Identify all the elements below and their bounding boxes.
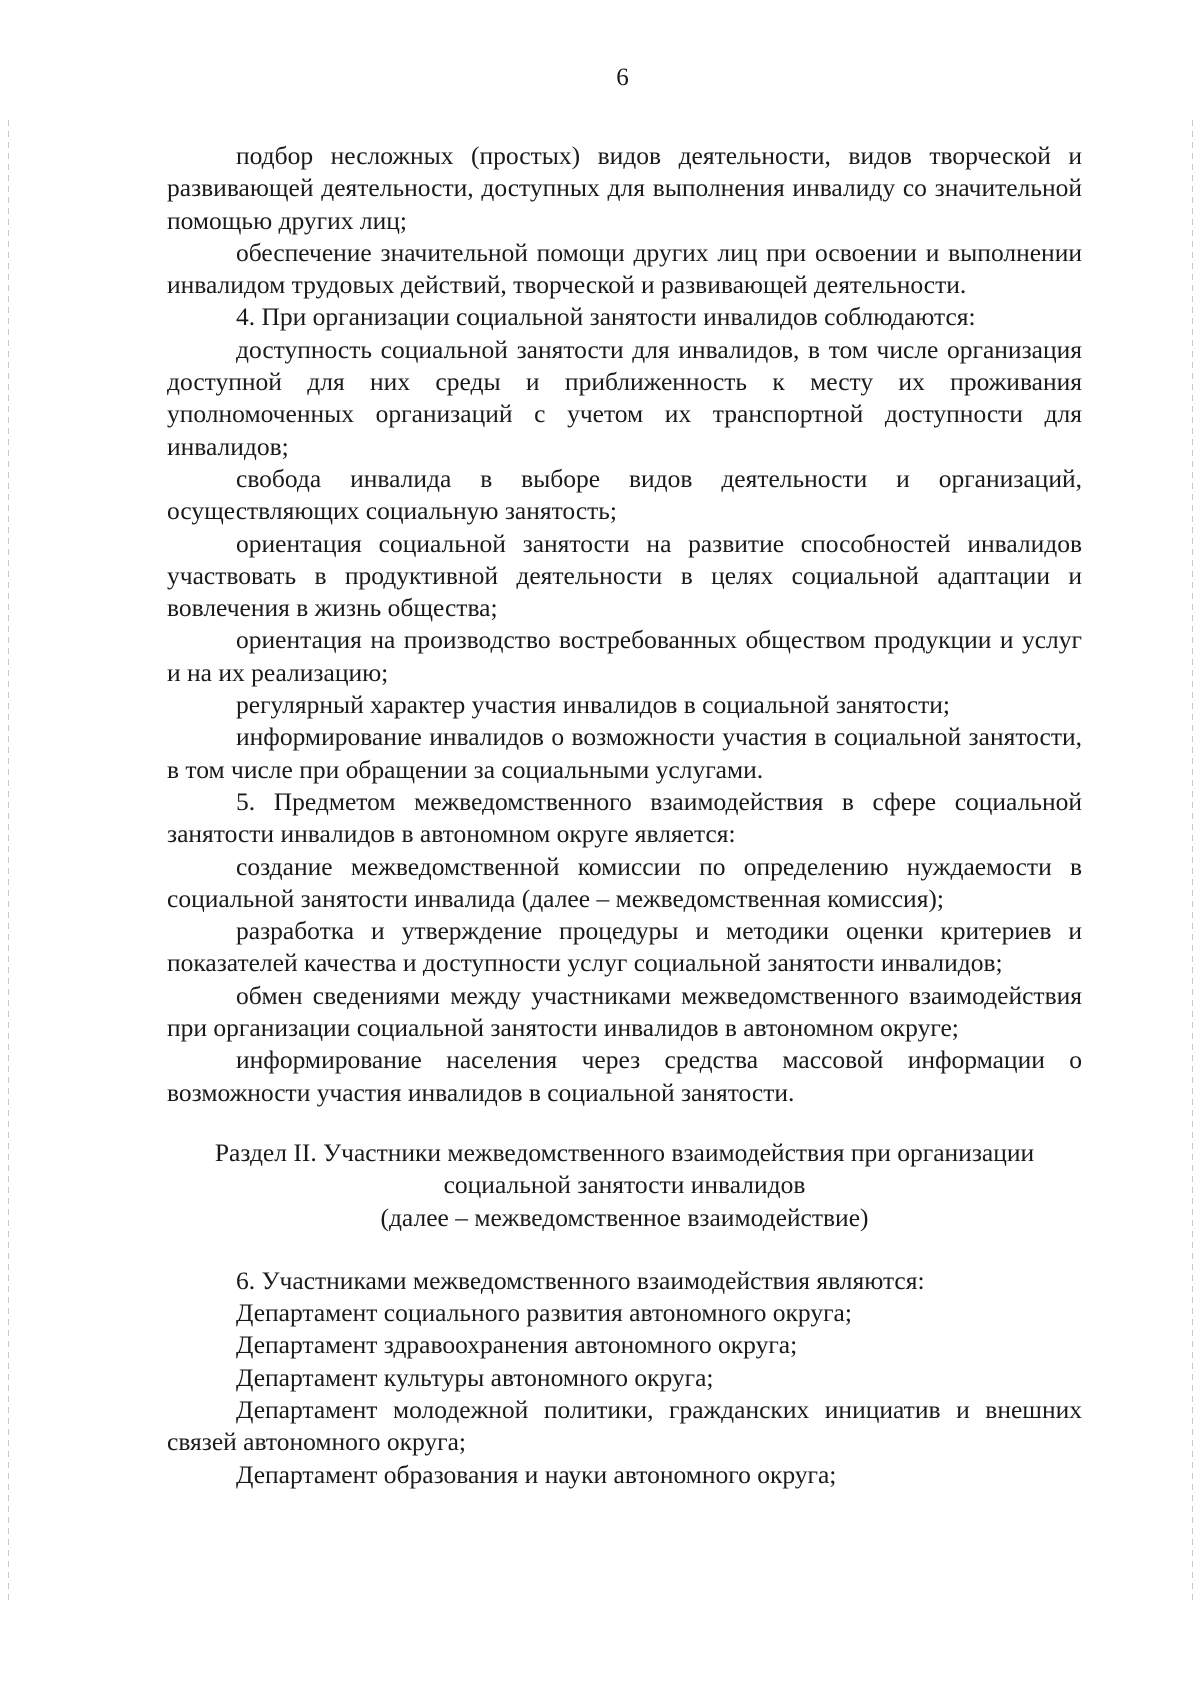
list-item: Департамент культуры автономного округа; (236, 1362, 714, 1392)
document-body (167, 140, 1082, 1491)
scan-edge-right (1192, 120, 1193, 1600)
section-heading-line: социальной занятости инвалидов (443, 1170, 806, 1200)
paragraph: ориентация социальной занятости на развитие способностей инвалидов участвовать в продуктивной деятельности в целях социальной адаптации и вовлечения в жизнь общества; (167, 528, 1082, 623)
paragraph: ориентация на производство востребованных обществом продукции и услуг и на их реализацию; (167, 625, 1082, 687)
list-item: Департамент здравоохранения автономного округа; (236, 1330, 798, 1360)
paragraph: регулярный характер участия инвалидов в социальной занятости; (236, 690, 950, 720)
paragraph: 6. Участниками межведомственного взаимодействия являются: (236, 1265, 925, 1295)
scan-edge-left (8, 120, 9, 1600)
paragraph: обмен сведениями между участниками межведомственного взаимодействия при организации социальной занятости инвалидов в автономном округе; (167, 980, 1082, 1043)
section-heading-subtitle: (далее – межведомственное взаимодействие) (380, 1202, 869, 1232)
paragraph: доступность социальной занятости для инвалидов, в том числе организация доступной для них среды и приближенность к месту их проживания уполномоченных организаций с учетом их транспортной доступности для инвалидов; (167, 334, 1082, 461)
list-item: Департамент социального развития автономного округа; (236, 1298, 852, 1328)
page-number: 6 (616, 64, 629, 91)
paragraph: создание межведомственной комиссии по определению нуждаемости в социальной занятости инвалида (далее – межведомственная комиссия); (167, 851, 1082, 913)
list-item: Департамент образования и науки автономного округа; (236, 1459, 837, 1489)
paragraph: разработка и утверждение процедуры и методики оценки критериев и показателей качества и доступности услуг социальной занятости инвалидов; (167, 916, 1082, 978)
paragraph: свобода инвалида в выборе видов деятельности и организаций, осуществляющих социальную занятость; (167, 463, 1082, 526)
section-heading-line: Раздел II. Участники межведомственного взаимодействия при организации (214, 1137, 1035, 1167)
paragraph: 5. Предметом межведомственного взаимодействия в сфере социальной занятости инвалидов в автономном округе является: (167, 786, 1082, 849)
paragraph: обеспечение значительной помощи других лиц при освоении и выполнении инвалидом трудовых действий, творческой и развивающей деятельности. (167, 237, 1082, 300)
section-heading (167, 1137, 1082, 1234)
paragraph: подбор несложных (простых) видов деятельности, видов творческой и развивающей деятельности, доступных для выполнения инвалиду со значительной помощью других лиц; (167, 141, 1082, 235)
paragraph: информирование населения через средства массовой информации о возможности участия инвалидов в социальной занятости. (167, 1045, 1082, 1107)
list-item: Департамент молодежной политики, гражданских инициатив и внешних связей автономного округа; (167, 1394, 1082, 1457)
paragraph: информирование инвалидов о возможности участия в социальной занятости, в том числе при обращении за социальными услугами. (167, 722, 1082, 784)
paragraph: 4. При организации социальной занятости инвалидов соблюдаются: (236, 302, 976, 332)
